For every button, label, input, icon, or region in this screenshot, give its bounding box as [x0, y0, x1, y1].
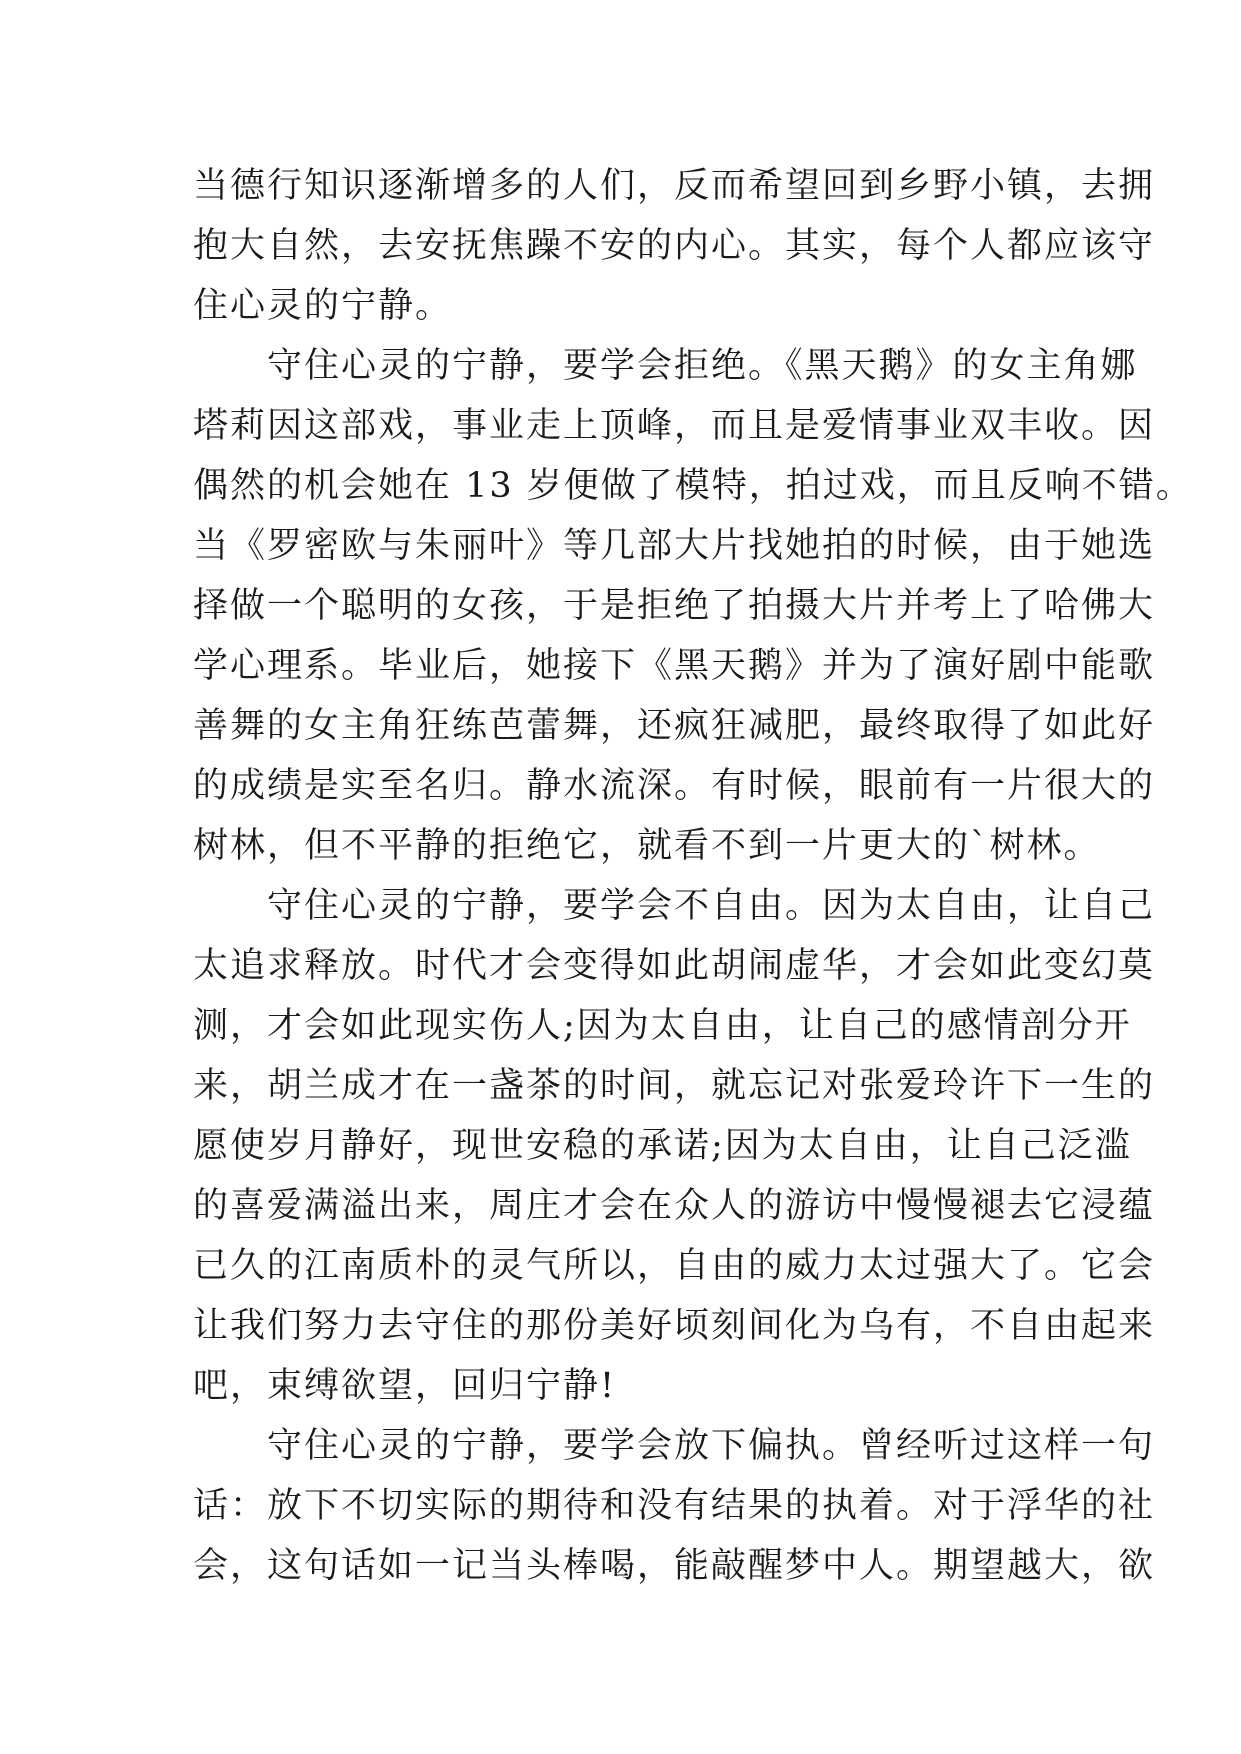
text-line: 善舞的女主角狂练芭蕾舞，还疯狂减肥，最终取得了如此好 — [193, 706, 1156, 746]
text-line: 当德行知识逐渐增多的人们，反而希望回到乡野小镇，去拥 — [193, 166, 1156, 206]
text-line: 抱大自然，去安抚焦躁不安的内心。其实，每个人都应该守 — [193, 226, 1156, 266]
text-line: 住心灵的宁静。 — [193, 286, 453, 326]
text-line: 太追求释放。时代才会变得如此胡闹虚华，才会如此变幻莫 — [193, 946, 1156, 986]
text-line: 树林，但不平静的拒绝它，就看不到一片更大的`树林。 — [193, 826, 1101, 866]
text-line: 来，胡兰成才在一盏茶的时间，就忘记对张爱玲许下一生的 — [193, 1066, 1156, 1106]
document-body — [193, 156, 1193, 1596]
text-line: 守住心灵的宁静，要学会拒绝。《黑天鹅》的女主角娜 — [193, 346, 1138, 386]
text-line: 守住心灵的宁静，要学会不自由。因为太自由，让自己 — [193, 886, 1156, 926]
text-line: 已久的江南质朴的灵气所以，自由的威力太过强大了。它会 — [193, 1246, 1156, 1286]
text-line: 话：放下不切实际的期待和没有结果的执着。对于浮华的社 — [193, 1486, 1156, 1526]
text-line: 择做一个聪明的女孩，于是拒绝了拍摄大片并考上了哈佛大 — [193, 586, 1156, 626]
text-line: 学心理系。毕业后，她接下《黑天鹅》并为了演好剧中能歌 — [193, 646, 1156, 686]
text-line: 守住心灵的宁静，要学会放下偏执。曾经听过这样一句 — [193, 1426, 1156, 1466]
text-line: 让我们努力去守住的那份美好顷刻间化为乌有，不自由起来 — [193, 1306, 1156, 1346]
text-line: 塔莉因这部戏，事业走上顶峰，而且是爱情事业双丰收。因 — [193, 406, 1156, 446]
text-line: 会，这句话如一记当头棒喝，能敲醒梦中人。期望越大，欲 — [193, 1546, 1156, 1586]
text-line: 当《罗密欧与朱丽叶》等几部大片找她拍的时候，由于她选 — [193, 526, 1156, 566]
text-line: 吧，束缚欲望，回归宁静! — [193, 1366, 617, 1406]
text-line: 测，才会如此现实伤人;因为太自由，让自己的感情剖分开 — [193, 1006, 1132, 1046]
text-line: 愿使岁月静好，现世安稳的承诺;因为太自由，让自己泛滥 — [193, 1126, 1132, 1166]
text-line: 的成绩是实至名归。静水流深。有时候，眼前有一片很大的 — [193, 766, 1156, 806]
text-line: 偶然的机会她在 13 岁便做了模特，拍过戏，而且反响不错。 — [193, 466, 1193, 506]
text-line: 的喜爱满溢出来，周庄才会在众人的游访中慢慢褪去它浸蕴 — [193, 1186, 1156, 1226]
